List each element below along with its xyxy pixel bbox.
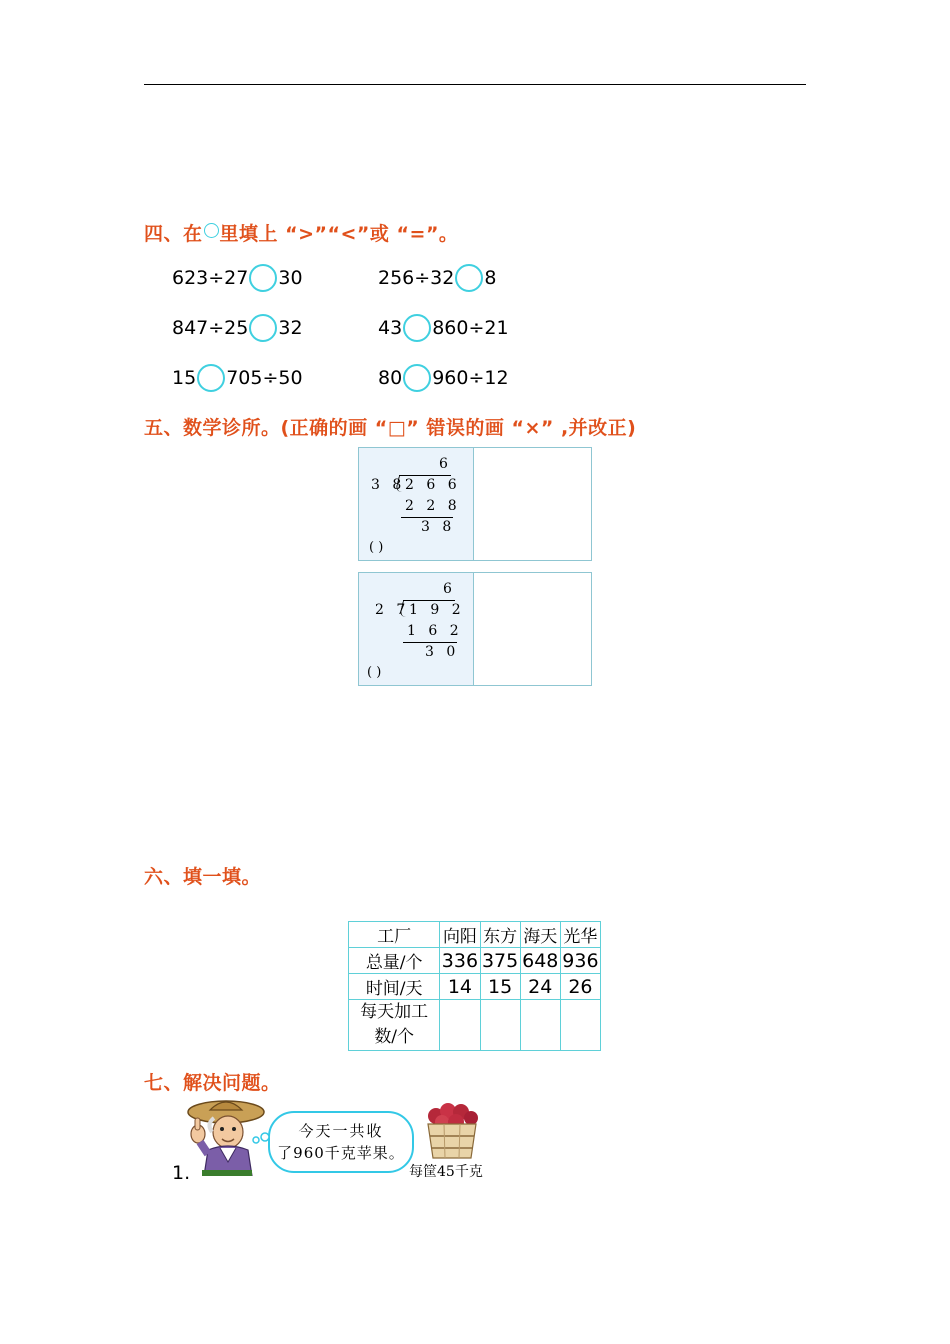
table-header: 光华 bbox=[560, 922, 600, 948]
remainder: 3 0 bbox=[425, 644, 460, 660]
table-cell: 15 bbox=[480, 974, 520, 1000]
table-cell: 336 bbox=[441, 949, 479, 972]
table-cell: 14 bbox=[440, 974, 480, 1000]
division-bar bbox=[399, 475, 451, 476]
judge-brackets[interactable]: ( ) bbox=[369, 540, 384, 555]
table-cell: 24 bbox=[520, 974, 560, 1000]
answer-cell[interactable] bbox=[560, 1000, 600, 1051]
division-bar bbox=[403, 600, 455, 601]
table-header: 海天 bbox=[520, 922, 560, 948]
section4-title: 四、在 里填上 “>”“<”或 “=”。 bbox=[144, 223, 459, 245]
table-header: 向阳 bbox=[440, 922, 480, 948]
long-division bbox=[359, 573, 474, 685]
problem-number: 1. bbox=[172, 1162, 191, 1184]
quotient: 6 bbox=[439, 456, 452, 472]
table-cell: 648 bbox=[522, 949, 559, 972]
answer-circle[interactable] bbox=[249, 314, 277, 342]
judge-brackets[interactable]: ( ) bbox=[367, 665, 382, 680]
long-division bbox=[359, 448, 474, 560]
quotient: 6 bbox=[443, 581, 456, 597]
answer-cell[interactable] bbox=[480, 1000, 520, 1051]
subtract-line bbox=[401, 517, 453, 518]
compare-item: 43 860÷21 bbox=[378, 314, 509, 342]
answer-circle[interactable] bbox=[403, 314, 431, 342]
correction-area[interactable] bbox=[474, 448, 591, 560]
circle-icon bbox=[204, 223, 219, 238]
answer-cell[interactable] bbox=[440, 1000, 480, 1051]
compare-item: 847÷25 32 bbox=[172, 314, 303, 342]
speech-bubble: 今天一共收 了960千克苹果。 bbox=[268, 1111, 414, 1173]
answer-circle[interactable] bbox=[249, 264, 277, 292]
answer-circle[interactable] bbox=[197, 364, 225, 392]
basket-caption: 每筐45千克 bbox=[409, 1164, 483, 1180]
compare-item: 256÷32 8 bbox=[378, 264, 496, 292]
header-rule bbox=[144, 84, 806, 85]
divisor: 3 8 bbox=[371, 477, 406, 493]
factory-table bbox=[348, 921, 601, 1051]
diagnosis-box-2 bbox=[358, 572, 592, 686]
row-label: 总量/个 bbox=[349, 948, 440, 974]
section7-title: 七、解决问题。 bbox=[144, 1072, 281, 1094]
table-cell: 375 bbox=[481, 949, 519, 972]
answer-circle[interactable] bbox=[455, 264, 483, 292]
table-cell: 26 bbox=[560, 974, 600, 1000]
section6-title: 六、填一填。 bbox=[144, 866, 262, 888]
dividend: 2 6 6 bbox=[405, 477, 461, 493]
dividend: 1 9 2 bbox=[409, 602, 465, 618]
product: 1 6 2 bbox=[407, 623, 463, 639]
product: 2 2 8 bbox=[405, 498, 461, 514]
compare-item: 623÷27 30 bbox=[172, 264, 303, 292]
correction-area[interactable] bbox=[474, 573, 591, 685]
divisor: 2 7 bbox=[375, 602, 410, 618]
remainder: 3 8 bbox=[421, 519, 456, 535]
answer-circle[interactable] bbox=[403, 364, 431, 392]
table-cell: 936 bbox=[562, 949, 599, 972]
compare-item: 15 705÷50 bbox=[172, 364, 303, 392]
table-header: 东方 bbox=[480, 922, 520, 948]
diagnosis-box-1 bbox=[358, 447, 592, 561]
compare-item: 80 960÷12 bbox=[378, 364, 509, 392]
subtract-line bbox=[403, 642, 457, 643]
bubble-tail-icon bbox=[250, 1128, 272, 1148]
section5-title: 五、数学诊所。(正确的画 “□” 错误的画 “×” ,并改正) bbox=[144, 417, 637, 439]
table-header: 工厂 bbox=[349, 922, 440, 948]
row-label: 每天加工 数/个 bbox=[349, 1000, 440, 1051]
row-label: 时间/天 bbox=[349, 974, 440, 1000]
answer-cell[interactable] bbox=[520, 1000, 560, 1051]
apple-basket-icon bbox=[424, 1100, 480, 1160]
